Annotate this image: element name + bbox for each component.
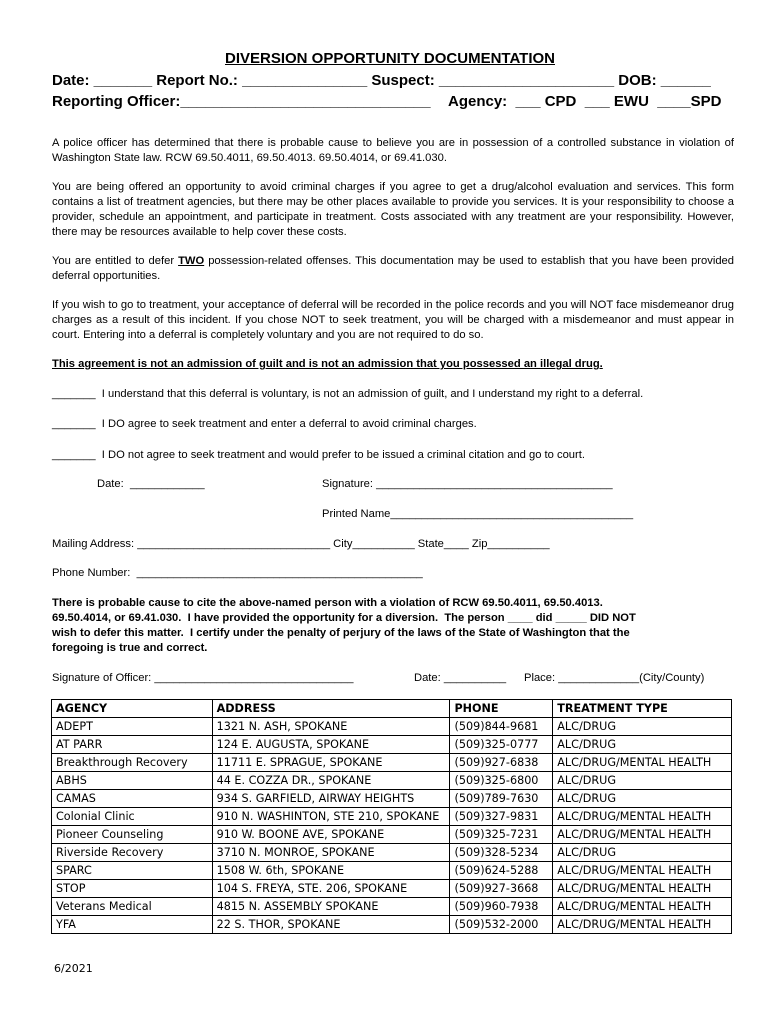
disclaimer-statement: This agreement is not an admission of guilt and is not an admission that you possessed an illegal drug. [52, 358, 603, 370]
table-row [52, 790, 732, 808]
treatment-type-cell: ALC/DRUG [553, 736, 732, 754]
acknowledgement-agree: _______ I DO agree to seek treatment and enter a deferral to avoid criminal charges. [52, 418, 477, 430]
agency-cell: SPARC [52, 862, 213, 880]
mailing-address-field: Mailing Address: _______________________________ City__________ State____ Zip__________ [52, 538, 550, 550]
table-row [52, 772, 732, 790]
phone-cell: (509)960-7938 [450, 898, 553, 916]
agency-cell: AT PARR [52, 736, 213, 754]
address-cell: 3710 N. MONROE, SPOKANE [212, 844, 450, 862]
officer-statement-line-4: foregoing is true and correct. [52, 642, 208, 654]
treatment-type-cell: ALC/DRUG [553, 844, 732, 862]
officer-statement-line-3: wish to defer this matter. I certify under the penalty of perjury of the laws of the State of Washington that the [52, 627, 630, 639]
agency-table-header [52, 700, 732, 718]
treatment-acceptance-paragraph: If you wish to go to treatment, your acceptance of deferral will be recorded in the police records and you will NOT face misdemeanor drug charges as a result of this incident. If you chose NOT to seek treatment, you will be charged with a misdemeanor and must appear in court. Entering into a deferral is completely voluntary and you are not required to do so. [52, 299, 734, 341]
address-cell: 910 N. WASHINTON, STE 210, SPOKANE [212, 808, 450, 826]
phone-cell: (509)328-5234 [450, 844, 553, 862]
phone-cell: (509)327-9831 [450, 808, 553, 826]
reporting-officer-field: Reporting Officer:______________________________ [52, 93, 431, 110]
address-cell: 104 S. FREYA, STE. 206, SPOKANE [212, 880, 450, 898]
phone-cell: (509)325-7231 [450, 826, 553, 844]
agency-cell: CAMAS [52, 790, 213, 808]
phone-cell: (509)624-5288 [450, 862, 553, 880]
column-header-address: ADDRESS [212, 700, 450, 718]
agency-cell: Breakthrough Recovery [52, 754, 213, 772]
phone-cell: (509)532-2000 [450, 916, 553, 934]
header-line-1: Date: _______ Report No.: _______________ Suspect: _____________________ DOB: ______ [52, 72, 711, 89]
suspect-signature-field: Signature: ______________________________________ [322, 478, 613, 490]
table-row [52, 736, 732, 754]
table-row [52, 754, 732, 772]
deferral-text-end: possession-related offenses. This documentation may be used to establish that you have been provided deferral opportunities. [52, 255, 734, 282]
treatment-type-cell: ALC/DRUG/MENTAL HEALTH [553, 808, 732, 826]
address-cell: 910 W. BOONE AVE, SPOKANE [212, 826, 450, 844]
table-row [52, 844, 732, 862]
address-cell: 124 E. AUGUSTA, SPOKANE [212, 736, 450, 754]
table-row [52, 808, 732, 826]
probable-cause-paragraph: A police officer has determined that there is probable cause to believe you are in possession of a controlled substance in violation of Washington State law. RCW 69.50.4011, 69.50.4013. 69.50.4014, or 69.41.030. [52, 137, 734, 164]
column-header-agency: AGENCY [52, 700, 213, 718]
treatment-type-cell: ALC/DRUG/MENTAL HEALTH [553, 754, 732, 772]
acknowledgement-voluntary: _______ I understand that this deferral is voluntary, is not an admission of guilt, and I understand my right to a deferral. [52, 388, 644, 400]
table-row [52, 916, 732, 934]
agency-cell: Riverside Recovery [52, 844, 213, 862]
treatment-type-cell: ALC/DRUG/MENTAL HEALTH [553, 880, 732, 898]
acknowledgement-decline: _______ I DO not agree to seek treatment and would prefer to be issued a criminal citation and go to court. [52, 449, 585, 461]
officer-signature-field: Signature of Officer: ________________________________ [52, 672, 354, 684]
address-cell: 22 S. THOR, SPOKANE [212, 916, 450, 934]
column-header-phone: PHONE [450, 700, 553, 718]
treatment-type-cell: ALC/DRUG [553, 790, 732, 808]
agency-cell: Colonial Clinic [52, 808, 213, 826]
treatment-type-cell: ALC/DRUG [553, 718, 732, 736]
treatment-type-cell: ALC/DRUG/MENTAL HEALTH [553, 898, 732, 916]
address-cell: 4815 N. ASSEMBLY SPOKANE [212, 898, 450, 916]
phone-cell: (509)325-6800 [450, 772, 553, 790]
address-cell: 11711 E. SPRAGUE, SPOKANE [212, 754, 450, 772]
phone-cell: (509)325-0777 [450, 736, 553, 754]
agency-cell: STOP [52, 880, 213, 898]
agency-cell: Veterans Medical [52, 898, 213, 916]
agency-cell: YFA [52, 916, 213, 934]
column-header-treatment-type: TREATMENT TYPE [553, 700, 732, 718]
officer-date-field: Date: __________ [414, 672, 507, 684]
table-row [52, 898, 732, 916]
treatment-type-cell: ALC/DRUG/MENTAL HEALTH [553, 826, 732, 844]
agency-cell: ABHS [52, 772, 213, 790]
phone-cell: (509)844-9681 [450, 718, 553, 736]
officer-statement-line-2: 69.50.4014, or 69.41.030. I have provided the opportunity for a diversion. The person ____ did _____ DID NOT [52, 612, 636, 624]
agency-field: Agency: ___ CPD ___ EWU ____SPD [448, 93, 722, 110]
phone-cell: (509)927-6838 [450, 754, 553, 772]
agency-cell: Pioneer Counseling [52, 826, 213, 844]
deferral-text-start: You are entitled to defer [52, 255, 179, 267]
agency-table [51, 699, 732, 934]
address-cell: 934 S. GARFIELD, AIRWAY HEIGHTS [212, 790, 450, 808]
phone-cell: (509)789-7630 [450, 790, 553, 808]
suspect-date-field: Date: ____________ [97, 478, 205, 490]
officer-statement-line-1: There is probable cause to cite the above-named person with a violation of RCW 69.50.4011, 69.50.4013. [52, 597, 603, 609]
table-row [52, 826, 732, 844]
phone-cell: (509)927-3668 [450, 880, 553, 898]
address-cell: 1508 W. 6th, SPOKANE [212, 862, 450, 880]
deferral-entitlement-paragraph [52, 254, 734, 284]
treatment-type-cell: ALC/DRUG/MENTAL HEALTH [553, 916, 732, 934]
deferral-count: TWO [178, 255, 205, 267]
address-cell: 1321 N. ASH, SPOKANE [212, 718, 450, 736]
place-field: Place: _____________(City/County) [524, 672, 705, 684]
table-row [52, 862, 732, 880]
treatment-type-cell: ALC/DRUG [553, 772, 732, 790]
page-title: DIVERSION OPPORTUNITY DOCUMENTATION [224, 50, 555, 67]
agency-cell: ADEPT [52, 718, 213, 736]
table-row [52, 880, 732, 898]
printed-name-field: Printed Name_______________________________________ [322, 508, 634, 520]
table-row [52, 718, 732, 736]
address-cell: 44 E. COZZA DR., SPOKANE [212, 772, 450, 790]
revision-date: 6/2021 [54, 962, 93, 975]
phone-number-field: Phone Number: ______________________________________________ [52, 567, 423, 579]
opportunity-paragraph: You are being offered an opportunity to avoid criminal charges if you agree to get a drug/alcohol evaluation and services. This form contains a list of treatment agencies, but there may be other places available to provide you services. It is your responsibility to choose a provider, schedule an appointment, and participate in treatment. Costs associated with any treatment are your responsibility. However, there may be resources available to help cover these costs. [52, 181, 734, 238]
treatment-type-cell: ALC/DRUG/MENTAL HEALTH [553, 862, 732, 880]
